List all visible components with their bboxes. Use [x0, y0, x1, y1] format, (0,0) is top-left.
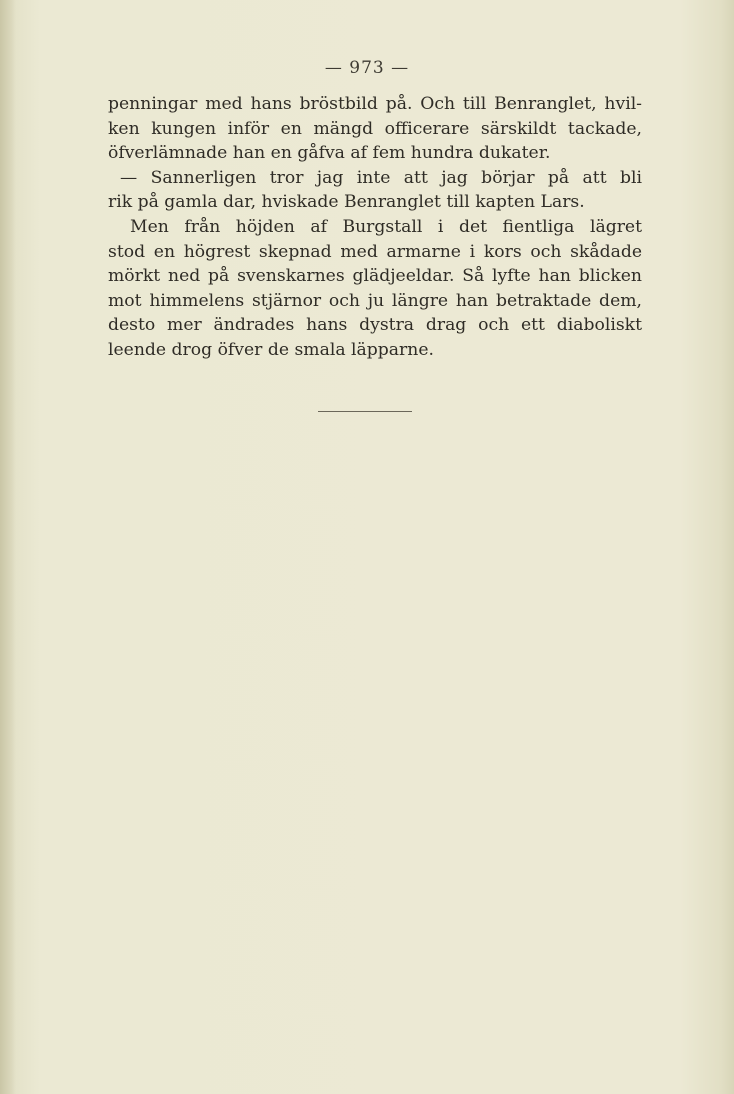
text-line: leende drog öfver de smala läpparne.: [108, 339, 434, 360]
text-line: ken kungen inför en mängd officerare särskildt tackade,: [108, 118, 642, 139]
text-line: Men från höjden af Burgstall i det fientliga lägret: [130, 216, 642, 237]
text-line: öfverlämnade han en gåfva af fem hundra dukater.: [108, 143, 551, 164]
section-divider: [318, 411, 412, 412]
body-text: [108, 92, 642, 363]
page-number: — 973 —: [324, 58, 410, 78]
text-line: penningar med hans bröstbild på. Och till Benranglet, hvil-: [108, 94, 642, 114]
page-binding-edge: [0, 0, 16, 1094]
text-line: mörkt ned på svenskarnes glädjeeldar. Så lyfte han blicken: [108, 266, 642, 287]
text-line: — Sannerligen tror jag inte att jag börjar på att bli: [120, 167, 642, 188]
text-line: stod en högrest skepnad med armarne i kors och skådade: [108, 241, 642, 262]
text-line: mot himmelens stjärnor och ju längre han betraktade dem,: [108, 290, 642, 311]
text-line: desto mer ändrades hans dystra drag och ett diaboliskt: [108, 315, 642, 336]
text-line: rik på gamla dar, hviskade Benranglet till kapten Lars.: [108, 192, 585, 213]
